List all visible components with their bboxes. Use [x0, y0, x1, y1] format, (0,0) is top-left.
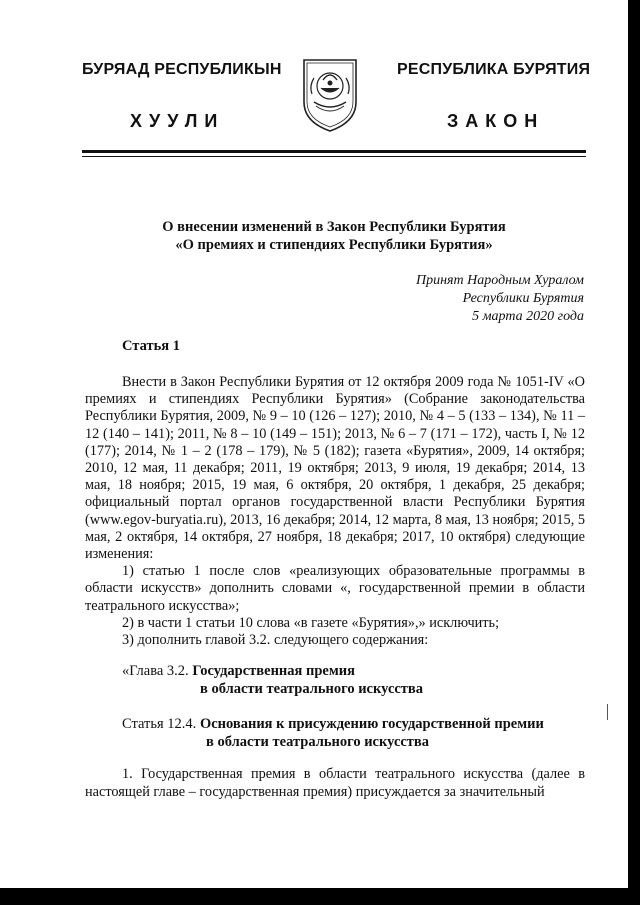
adoption-line1: Принят Народным Хуралом	[415, 273, 584, 288]
scan-edge-bottom	[0, 888, 640, 905]
margin-mark	[607, 704, 608, 720]
adoption-note	[416, 272, 584, 326]
header-right-title: РЕСПУБЛИКА БУРЯТИЯ	[397, 61, 591, 78]
article-12-4-title-line2: в области театрального искусства	[206, 734, 430, 750]
header-divider-thin	[82, 156, 586, 157]
article-12-4-prefix: Статья 12.4.	[122, 716, 197, 732]
amendment-item-3: 3) дополнить главой 3.2. следующего содержания:	[122, 632, 429, 649]
chapter-title-line1: Государственная премия	[192, 663, 355, 679]
article-12-4-heading	[122, 715, 544, 751]
article-1-body	[85, 374, 585, 649]
article-12-4-paragraph-1: 1. Государственная премия в области театрального искусства (далее в настоящей главе – государственная премия) присуждается за значительный	[85, 766, 585, 800]
article-12-4-title-line1: Основания к присуждению государственной премии	[199, 716, 544, 732]
article-1-main-paragraph: Внести в Закон Республики Бурятия от 12 октября 2009 года № 1051-IV «О премиях и стипендиях Республики Бурятия» (Собрание законодательства Республики Бурятия, 2009, № 9 – 10 (126 – 127); 2010, № 4 – 5 (133 – 134), № 11 – 12 (140 – 141); 2011, № 8 – 10 (149 – 151); 2013, № 6 – 7 (171 – 172), часть I, № 12 (177); 2014, № 1 – 2 (178 – 179), № 5 (182); газета «Бурятия», 2009, 14 октября; 2010, 12 мая, 11 декабря; 2011, 19 октября; 2013, 9 июля, 19 декабря; 2014, 13 мая, 18 ноября; 2015, 19 мая, 6 октября, 20 октября, 1 декабря, 25 декабря; официальный портал органов государственной власти Республики Бурятия (www.egov-buryatia.ru), 2013, 16 декабря; 2014, 12 марта, 8 мая, 13 ноября; 2015, 5 мая, 2 октября, 14 октября, 27 ноября, 18 декабря; 2017, 10 октября) следующие изменения:	[85, 374, 585, 563]
article-12-4-body	[85, 765, 585, 801]
adoption-line2: Республики Бурятия	[462, 291, 584, 306]
article-1-heading: Статья 1	[122, 338, 180, 354]
law-title-line2: «О премиях и стипендиях Республики Бурятия»	[175, 237, 493, 253]
amendment-item-2: 2) в части 1 статьи 10 слова «в газете «Бурятия»,» исключить;	[122, 614, 500, 631]
adoption-date: 5 марта 2020 года	[472, 309, 584, 324]
header-left-subtitle: ХУУЛИ	[130, 111, 225, 131]
scan-edge-right	[628, 0, 640, 905]
chapter-3-2-heading	[122, 662, 423, 698]
chapter-title-line2: в области театрального искусства	[200, 681, 424, 697]
header-divider-thick	[82, 150, 586, 153]
coat-of-arms-icon	[300, 56, 360, 134]
amendment-item-1: 1) статью 1 после слов «реализующих образовательные программы в области искусств» дополнить словами «, государственной премии в области театрального искусства»;	[85, 563, 585, 614]
chapter-prefix: «Глава 3.2.	[122, 663, 189, 679]
header-left-title: БУРЯАД РЕСПУБЛИКЫН	[82, 61, 282, 78]
law-title	[82, 218, 586, 254]
header-right-subtitle: ЗАКОН	[447, 111, 545, 131]
law-title-line1: О внесении изменений в Закон Республики Бурятия	[162, 219, 506, 235]
